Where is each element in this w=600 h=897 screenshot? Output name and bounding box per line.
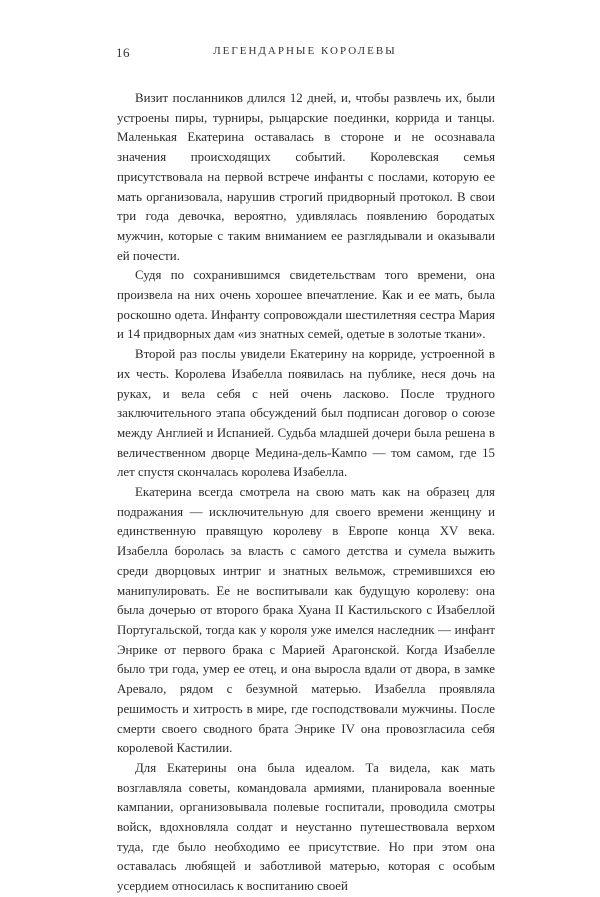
paragraph: Судя по сохранившимся свидетельствам того времени, она произвела на них очень хорошее впечатление. Как и ее мать, была роскошно одета. Инфанту сопровождали шестилетняя сестра Мария и 14 придворных дам «из знатных семей, одетые в золотые ткани». bbox=[117, 268, 495, 342]
paragraph: Второй раз послы увидели Екатерину на корриде, устроенной в их честь. Королева Изабелла появилась на публике, неся дочь на руках, и вела себя с ней очень ласково. После трудного заключительного этапа обсуждений был подписан договор о союзе между Англией и Испанией. Судьба младшей дочери была решена в величественном дворце Медина-дель-Кампо — том самом, где 15 лет спустя скончалась королева Изабелла. bbox=[117, 347, 495, 480]
page-number: 16 bbox=[116, 45, 130, 60]
paragraph: Екатерина всегда смотрела на свою мать как на образец для подражания — исключительную для своего времени женщину и единственную правящую королеву в Европе конца XV века. Изабелла боролась за власть с самого детства и сумела выжить среди дворцовых интриг и знатных вельмож, стремившихся ею манипулировать. Ее не воспитывали как будущую королеву: она была дочерью от второго брака Хуана II Кастильского с Изабеллой Португальской, тогда как у короля уже имелся наследник — инфант Энрике от первого брака с Марией Арагонской. Когда Изабелле было три года, умер ее отец, и она выросла вдали от двора, в замке Аревало, рядом с безумной матерью. Изабелла проявляла решимость и хитрость в мире, где господствовали мужчины. После смерти своего сводного брата Энрике IV она провозгласила себя королевой Кастилии. bbox=[117, 485, 495, 756]
body-text bbox=[117, 89, 495, 897]
page-header bbox=[116, 45, 494, 61]
running-title: ЛЕГЕНДАРНЫЕ КОРОЛЕВЫ bbox=[213, 45, 397, 57]
paragraph: Визит посланников длился 12 дней, и, чтобы развлечь их, были устроены пиры, турниры, рыцарские поединки, коррида и танцы. Маленькая Екатерина оставалась в стороне и не осознавала значения происходящих событий. Королевская семья присутствовала на первой встрече инфанты с послами, которую ее мать организовала, нарушив строгий придворный протокол. В свои три года девочка, вероятно, удивлялась появлению бородатых мужчин, которые с таким вниманием ее разглядывали и оказывали ей почести. bbox=[117, 91, 495, 263]
paragraph: Для Екатерины она была идеалом. Та видела, как мать возглавляла советы, командовала армиями, планировала военные кампании, организовывала полевые госпитали, проводила смотры войск, вдохновляла солдат и неустанно путешествовала верхом туда, где было необходимо ее присутствие. Но при этом она оставалась любящей и заботливой матерью, которая с особым усердием относилась к воспитанию своей bbox=[117, 760, 495, 894]
